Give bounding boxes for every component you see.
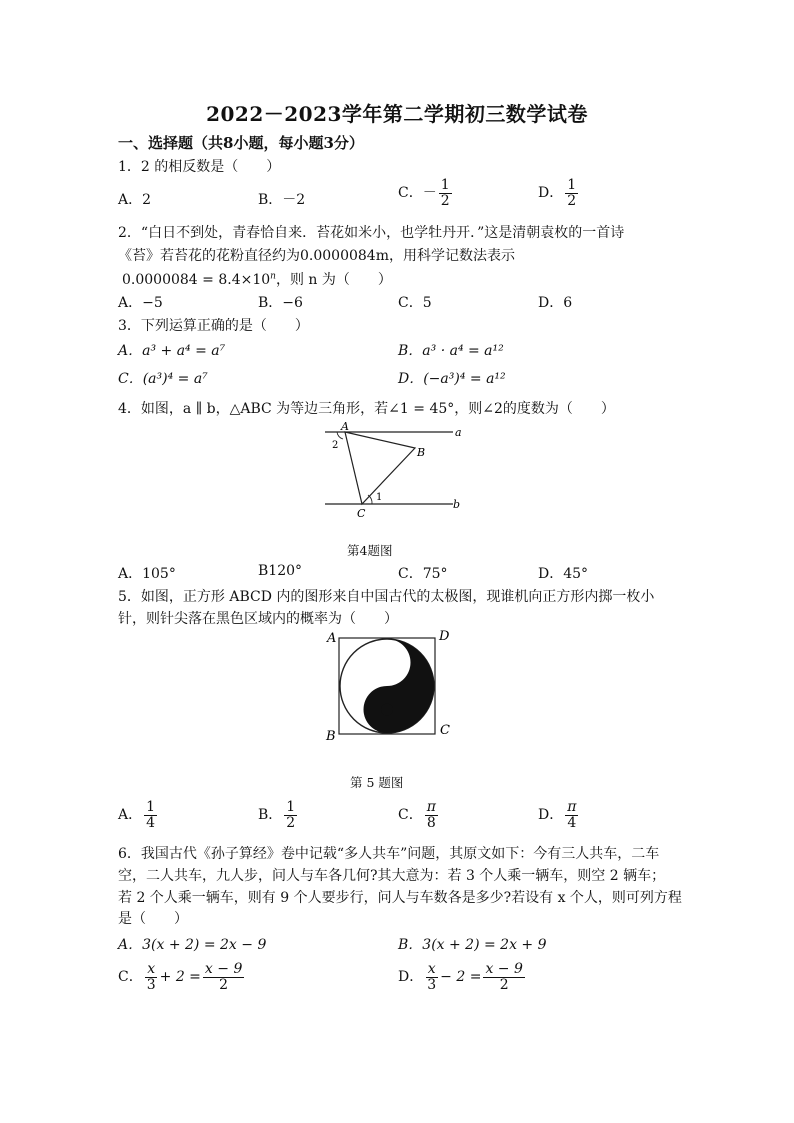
q4-option-d: D．45° [538,566,589,582]
denominator: 2 [286,814,296,831]
corner-d-label: D [439,629,450,644]
fraction [203,962,244,992]
numerator: 1 [567,177,577,193]
denominator: 2 [567,192,577,209]
fraction [565,800,578,830]
numerator: x [147,961,156,977]
operator: + 2 = [159,969,201,986]
q5-option-b [258,800,299,830]
q3-option-d: D．(−a³)⁴ = a¹² [398,371,506,387]
q6-option-b: B．3(x + 2) = 2x + 9 [398,937,547,953]
fraction [483,962,524,992]
q4-figure [300,418,480,526]
option-label: A． [118,807,143,824]
fraction [425,800,438,830]
q3-option-c: C．(a³)⁴ = a⁷ [118,371,208,387]
q4-option-c: C．75° [398,566,448,582]
q6-option-a: A．3(x + 2) = 2x − 9 [118,937,267,953]
denominator: 2 [440,192,450,209]
numerator: 1 [440,177,450,193]
option-label: D． [538,185,564,202]
denominator: 2 [499,976,509,993]
vertex-c-label: C [357,507,366,520]
numerator: x − 9 [485,961,523,977]
q2-option-a: A．−5 [118,295,163,311]
sci-notation: 0.0000084 = 8.4×10 [122,272,271,288]
numerator: π [567,799,577,815]
q1-option-d [538,178,580,208]
q5-option-a [118,800,159,830]
q1-option-a: A．2 [118,192,152,208]
corner-a-label: A [327,631,337,646]
numerator: x − 9 [204,961,243,977]
fraction [284,800,297,830]
q1-option-b: B．－2 [258,192,306,208]
fraction [425,962,438,992]
question-6-line-2: 空，二人共车，九人步，问人与车各几何?其大意为：若 3 个人乘一辆车，则空 2 辆车； [118,868,666,884]
q6-option-c [118,962,246,992]
vertex-b-label: B [417,446,426,459]
question-6-line-4: 是（ ） [118,911,188,927]
exponent: n [270,271,276,282]
denominator: 4 [146,814,156,831]
option-label: C．－ [398,185,437,202]
q6-option-d [398,962,527,992]
operator: − 2 = [440,969,482,986]
fraction [145,962,158,992]
angle-2-arc [337,432,343,439]
line-b-label: b [453,498,461,511]
q1-option-c [398,178,454,208]
q2-option-c: C．5 [398,295,432,311]
question-6-line-1: 6．我国古代《孙子算经》卷中记载“多人共车”问题，其原文如下：今有三人共车，二车 [118,846,660,862]
denominator: 4 [567,814,577,831]
q3-option-a: A．a³ + a⁴ = a⁷ [118,343,226,359]
q5-caption: 第 5 题图 [350,775,404,790]
denominator: 3 [427,976,437,993]
question-2-line-2: 《苔》若苔花的花粉直径约为0.0000084m，用科学记数法表示 [118,248,515,264]
denominator: 2 [219,976,229,993]
corner-c-label: C [440,723,450,738]
numerator: 1 [146,799,156,815]
denominator: 3 [146,976,156,993]
question-1-stem: 1．2 的相反数是（ ） [118,159,281,175]
option-label: D． [538,807,564,824]
angle-2-label: 2 [332,440,339,451]
denominator: 8 [426,814,436,831]
question-5-line-2: 针，则针尖落在黑色区域内的概率为（ ） [118,611,398,627]
question-5-line-1: 5．如图，正方形 ABCD 内的图形来自中国古代的太极图，现谁机向正方形内掷一枚小 [118,589,655,605]
taiji-black-dot [381,704,393,716]
fraction [144,800,157,830]
q4-option-b: B120° [258,563,303,579]
numerator: π [426,799,436,815]
q5-option-d [538,800,580,830]
section-heading: 一、选择题（共8小题，每小题3分） [118,134,364,152]
option-label: C． [398,807,423,824]
numerator: x [427,961,436,977]
q4-option-a: A．105° [118,566,176,582]
q3-option-b: B．a³ · a⁴ = a¹² [398,343,504,359]
taiji-white-dot [381,657,393,669]
line-a-label: a [455,426,462,439]
q2-option-d: D．6 [538,295,573,311]
fraction [565,178,578,208]
fraction [439,178,452,208]
numerator: 1 [286,799,296,815]
q2-option-b: B．−6 [258,295,303,311]
question-2-line-1: 2．“白日不到处，青春恰自来．苔花如米小，也学牡丹开．”这是清朝袁枚的一首诗 [118,225,625,241]
question-4-stem: 4．如图，a ∥ b，△ABC 为等边三角形，若∠1 = 45°，则∠2的度数为（ ） [118,401,615,417]
exam-title: 2022－2023学年第二学期初三数学试卷 [206,102,588,126]
question-tail: ，则 n 为（ ） [275,272,392,288]
vertex-a-label: A [341,420,349,433]
corner-b-label: B [326,729,336,744]
q5-option-c [398,800,440,830]
q4-caption: 第4题图 [347,543,393,558]
question-2-line-3 [122,269,392,289]
question-3-stem: 3．下列运算正确的是（ ） [118,318,309,334]
angle-1-label: 1 [376,492,383,503]
option-label: D． [398,969,424,986]
question-6-line-3: 若 2 个人乘一辆车，则有 9 个人要步行，问人与车数各是多少?若设有 x 个人，则可列方程 [118,890,682,906]
option-label: C． [118,969,143,986]
q5-figure [322,626,462,748]
option-label: B． [258,807,283,824]
